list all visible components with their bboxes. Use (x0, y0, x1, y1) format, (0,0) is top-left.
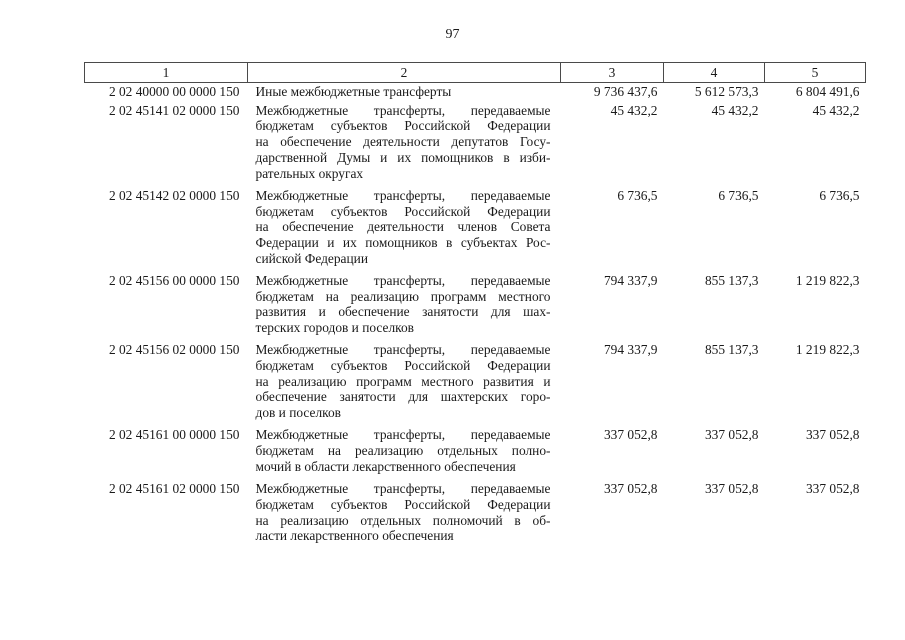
header-col-5: 5 (765, 63, 866, 83)
amount-col3: 9 736 437,6 (593, 84, 658, 99)
budget-item-name (248, 188, 561, 273)
budget-item-name-line: мочий в области лекарственного обеспечения (255, 458, 516, 474)
budget-item-name-line: рательных округах (255, 165, 364, 181)
amount-col3: 794 337,9 (603, 342, 658, 358)
budget-item-name-line: бюджетам субъектов Российской Федерации (255, 203, 551, 219)
header-row (85, 63, 866, 83)
budget-item-name-line: Межбюджетные трансферты, передаваемые (255, 481, 551, 497)
budget-item-name (248, 427, 561, 481)
header-col-2: 2 (248, 63, 561, 83)
amount-col4: 5 612 573,3 (694, 84, 759, 99)
budget-item-name-line: Межбюджетные трансферты, передаваемые (255, 427, 551, 443)
amount-col3: 337 052,8 (603, 427, 658, 443)
budget-item-name-line: терских городов и поселков (255, 320, 414, 336)
table-header (85, 63, 866, 83)
amount-col5: 6 804 491,6 (795, 84, 860, 99)
budget-code: 2 02 45161 00 0000 150 (108, 427, 240, 443)
table-row (85, 481, 866, 550)
amount-col3: 794 337,9 (603, 272, 658, 288)
page-number: 97 (445, 27, 460, 42)
table-row (85, 427, 866, 481)
table-row (85, 103, 866, 188)
budget-item-name-line: на реализацию отдельных полномочий в об- (255, 512, 551, 528)
table-row (85, 188, 866, 273)
amount-col3: 6 736,5 (617, 187, 658, 203)
budget-code: 2 02 45142 02 0000 150 (108, 187, 240, 203)
budget-item-name-line: на обеспечение деятельности членов Совета (255, 219, 551, 235)
amount-col5: 337 052,8 (805, 427, 860, 443)
header-col-1: 1 (85, 63, 248, 83)
budget-item-name-line: Межбюджетные трансферты, передаваемые (255, 187, 551, 203)
amount-col5: 337 052,8 (805, 481, 860, 497)
budget-code: 2 02 45156 02 0000 150 (108, 342, 240, 358)
budget-item-name-line: ласти лекарственного обеспечения (255, 528, 454, 544)
budget-item-name-line: Федерации и их помощников в субъектах Рос- (255, 234, 551, 250)
budget-item-name-line: бюджетам на реализацию программ местного (255, 288, 551, 304)
amount-col5: 6 736,5 (819, 187, 860, 203)
amount-col5: 1 219 822,3 (795, 272, 860, 288)
table-row (85, 273, 866, 342)
budget-item-name-line: Межбюджетные трансферты, передаваемые (255, 342, 551, 358)
amount-col4: 337 052,8 (704, 427, 759, 443)
amount-col4: 855 137,3 (704, 272, 759, 288)
amount-col4: 337 052,8 (704, 481, 759, 497)
budget-item-name-line: бюджетам на реализацию отдельных полно- (255, 443, 551, 459)
budget-item-name (248, 342, 561, 427)
budget-code: 2 02 45156 00 0000 150 (108, 272, 240, 288)
budget-item-name-line: Межбюджетные трансферты, передаваемые (255, 102, 551, 118)
budget-item-name (248, 273, 561, 342)
budget-item-name-line: бюджетам субъектов Российской Федерации (255, 118, 551, 134)
budget-item-name (248, 83, 561, 103)
amount-col5: 45 432,2 (812, 102, 860, 118)
budget-item-name-line: на обеспечение деятельности депутатов Госу- (255, 134, 551, 150)
amount-col4: 6 736,5 (718, 187, 759, 203)
budget-item-name-line: дов и поселков (255, 405, 341, 421)
amount-col3: 337 052,8 (603, 481, 658, 497)
budget-code: 2 02 45161 02 0000 150 (108, 481, 240, 497)
budget-item-name-line: сийской Федерации (255, 250, 368, 266)
table-row (85, 83, 866, 103)
amount-col5: 1 219 822,3 (795, 342, 860, 358)
header-col-4: 4 (664, 63, 765, 83)
budget-item-name-line: на реализацию программ местного развития и (255, 373, 551, 389)
budget-item-name-line: развития и обеспечение занятости для шах- (255, 304, 551, 320)
header-col-3: 3 (561, 63, 664, 83)
amount-col4: 855 137,3 (704, 342, 759, 358)
amount-col4: 45 432,2 (711, 102, 759, 118)
budget-item-name-line: обеспечение занятости для шахтерских горо- (255, 389, 551, 405)
budget-item-name-line: Иные межбюджетные трансферты (255, 84, 452, 99)
budget-item-name (248, 103, 561, 188)
budget-item-name (248, 481, 561, 550)
budget-item-name-line: бюджетам субъектов Российской Федерации (255, 496, 551, 512)
amount-col3: 45 432,2 (610, 102, 658, 118)
table-body (85, 83, 866, 551)
budget-code: 2 02 40000 00 0000 150 (108, 84, 240, 99)
budget-code: 2 02 45141 02 0000 150 (108, 102, 240, 118)
budget-item-name-line: Межбюджетные трансферты, передаваемые (255, 272, 551, 288)
table-row (85, 342, 866, 427)
budget-table (84, 62, 866, 551)
budget-item-name-line: бюджетам субъектов Российской Федерации (255, 358, 551, 374)
budget-item-name-line: дарственной Думы и их помощников в изби- (255, 149, 551, 165)
